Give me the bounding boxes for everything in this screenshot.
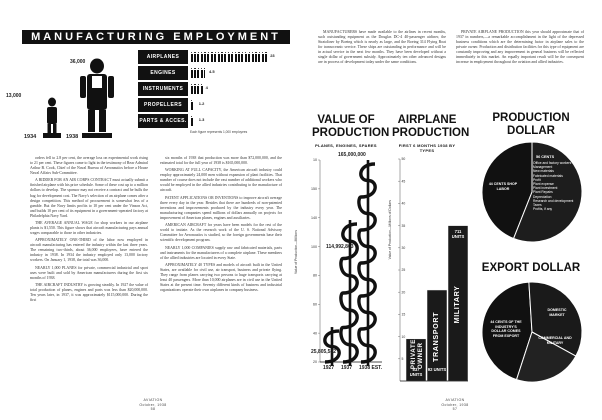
pie-slice-label: 44 CENTS SHOP LABOR [488, 182, 518, 191]
employment-row-value: 4.5 [209, 69, 215, 74]
bar-type-label: PRIVATE OWNER [410, 338, 424, 369]
value-of-production-chart [306, 150, 386, 382]
export-slice-label: DOMESTIC MARKET [547, 308, 567, 317]
airplane-chart-title: AIRPLANE PRODUCTION [392, 114, 470, 139]
paragraph: WORKING AT FULL CAPACITY, the American aircraft industry could employ approximately 24,000 men without expansion of plant facilities. That number of course does not include the vast number of additional workers who would be employed in the allied industries contributing to the manufacture of aircraft. [160, 168, 282, 193]
bar-type-label: TRANSPORT [431, 311, 440, 362]
worker-icon [200, 84, 203, 94]
employment-row [138, 114, 290, 128]
y-tick-label: 30 [401, 246, 406, 250]
pie-legend-item: Profits, if any [533, 207, 553, 212]
employment-1938-total: 36,000 [70, 59, 86, 65]
employment-row-value: 1.2 [198, 101, 205, 106]
paragraph: A BIDDER FOR AN AIR CORPS CONTRACT must actually submit a finished airplane with his price schedule. Some of these cost up to a million dollars to develop. The sponsor may not receive a contract and he bulls the bag for development cost. The Navy's selection of an airplane comes after a design competition. This method of procurement is somewhat less of a gamble. But the Navy limits profits to 10 per cent under the Vinson Act, and builds 10 per cent of its equipment in a government-operated factory at Philadelphia Navy Yard. [30, 178, 148, 218]
employment-1934-total: 13,000 [6, 93, 22, 99]
pie-legend-item: Taxes [533, 203, 542, 208]
production-dollar-title: PRODUCTION DOLLAR [492, 112, 570, 137]
y-tick-label: 80 [313, 273, 317, 278]
y-tick-label: 100 [311, 244, 317, 249]
y-tick-label: 50 [401, 157, 406, 162]
x-tick-label: 1927 [323, 365, 335, 371]
page-folio-left: AVIATION October, 1938 58 [139, 398, 167, 411]
pie-legend-item: Management [533, 165, 553, 170]
airplane-chart-subtitle: FIRST 6 MONTHS 1938 BY TYPES [398, 143, 456, 154]
bar-units-label: 92 UNITS [427, 367, 447, 372]
pie-legend-item: Research and development [533, 198, 574, 203]
bar-units-label: 711 UNITS [451, 228, 465, 239]
paragraph: PRIVATE AIRPLANE PRODUCTION this year should approximate that of 1937 in numbers,—a remarkable accomplishment in the light of the depressed business conditions which are the determining factor in airplane sales to the private owner. Production and distribution facilities for this type of equipment are constantly improving and any improvement in general business will be reflected immediately in this market. An equally important result will be the consequent increase in employment throughout the aviation and allied industries. [456, 30, 584, 65]
employment-row-label: ENGINES [138, 66, 188, 80]
y-tick-label: 40 [313, 331, 317, 336]
value-1937-label: 114,992,863 [326, 244, 354, 250]
paragraph: APPROXIMATELY ONE-THIRD of the labor now employed in aircraft manufacturing has entered the industry within the last three years. The remaining two-thirds, about 36,000 employees, have entered the industry in 1938. In 1934 the industry employed only 13,000 factory workers. On January 1, 1938, the total was 36,000. [30, 238, 148, 263]
manufacturing-employment-title: MANUFACTURING EMPLOYMENT [22, 30, 290, 44]
worker-icon [204, 68, 206, 78]
y-tick-label: 10 [401, 334, 406, 339]
employment-row-value: 1.3 [198, 117, 205, 122]
value-1927-label: 25,805,532 [311, 349, 337, 355]
right-text-column-1 [318, 30, 446, 90]
worker-figures-illustration [22, 52, 134, 142]
year-1934-label: 1934 [24, 134, 37, 140]
airplane-chart-ylabel: Value of Production—Millions of Dollars [388, 200, 392, 260]
pie-legend-item: Plant Repairs [533, 190, 553, 195]
worker-icon-bar [190, 116, 194, 126]
left-text-column-1 [30, 156, 148, 386]
bar-type-label: MILITARY [452, 285, 461, 324]
pie-legend-item: Depreciation [533, 194, 552, 199]
employment-row-label: PROPELLERS [138, 98, 188, 112]
worker-icon-bar [190, 84, 203, 94]
value-chart-title: VALUE OF PRODUCTION [312, 114, 390, 139]
bar-units-label: 837 UNITS [409, 367, 423, 377]
page-folio-right: AVIATION October, 1938 57 [441, 398, 469, 411]
year-1938-label: 1938 [66, 134, 79, 140]
y-tick-label: 35 [401, 223, 406, 228]
employment-row-label: AIRPLANES [138, 50, 188, 64]
dollar-bar [359, 160, 375, 366]
paragraph: NEARLY 1,000 PLANES for private, commercial industrial and sport uses were built and sold by American manufacturers during the first six months of 1938. [30, 265, 148, 280]
pie-legend-item: Plant investment [533, 186, 558, 191]
employment-row-label: PARTS & ACCES. [138, 114, 188, 128]
paragraph: NEARLY 1,000 COMPANIES supply raw and fabricated materials, parts and instruments for the manufacturers of a complete airplane. These members of the allied industries are located in every State. [160, 245, 282, 260]
employment-row-value: 23 [270, 53, 275, 58]
y-tick-label: 15 [401, 312, 406, 317]
pie-legend-item: Profit [533, 177, 541, 182]
pie-legend-item: New materials [533, 169, 554, 174]
y-tick-label: 150 [311, 187, 317, 192]
pie-legend-list [533, 161, 575, 211]
paragraph: MANUFACTURERS have made available to the airlines in recent months, such outstanding equipment as the Douglas DC-4 40-passenger airliner, the Stratoliner by Boeing which is nearly as large, and the Boeing 314 Flying Boat for transoceanic service. These ships are outstanding in performance and will be in actual service in the next few months. They have been developed without a single dollar of government subsidy. Approximately ten other advanced designs are in process of development today under the same conditions. [318, 30, 446, 65]
export-slice-label: COMMERCIAL AND MILITARY [538, 336, 572, 345]
employment-row [138, 98, 290, 112]
y-tick-label: 25 [401, 268, 406, 273]
value-chart-subtitle: PLANES, ENGINES, SPARES [315, 143, 377, 148]
dollar-bar [325, 327, 339, 366]
y-tick-label: 5 [401, 357, 404, 361]
paragraph: six months of 1938 that production was more than $72,000,000, and the estimated total for the full year of 1938 is $165,000,000. [160, 156, 282, 166]
pie-legend-item: Fabricated materials [533, 173, 563, 178]
worker-icon-bar [190, 68, 205, 78]
worker-icon [193, 100, 194, 110]
employment-row-value: 4 [205, 85, 208, 90]
dollar-bar [341, 220, 357, 366]
worker-icon [265, 52, 268, 62]
paragraph: PATENT APPLICATIONS OR INVENTIONS to improve aircraft average three every day in the year. Besides that there are hundreds of non-patented inventions and improvements produced by the industry every year. The manufacturing companies spend millions of dollars annually on projects for improvement of American planes, engines and auxiliaries. [160, 195, 282, 220]
y-tick-label: 45 [401, 179, 406, 184]
y-tick-label: 40 [401, 201, 406, 206]
value-chart-ylabel: Value of Production—Millions [294, 230, 298, 275]
y-tick-label: 20 [313, 360, 317, 365]
x-tick-label: 1937 [341, 365, 353, 371]
employment-row [138, 82, 290, 96]
paragraph: APPROXIMATELY 40 TYPES and models of aircraft built in the United States, are available for civil use, air transport, business and private flying. They range from planes carrying two persons to huge transports carrying at least 40 passengers. More than 10,000 airplanes are in civil use in the United States at the present time. Seventy different kinds of business and industrial organizations operate their own airplanes in company business. [160, 262, 282, 293]
paragraph: AMERICAN AIRCRAFT for years have been models for the rest of the world to imitate. As the research work of the U. S. National Advisory Committee for Aeronautics is studied, so the foreign governments base their scientific development program. [160, 223, 282, 243]
employment-row [138, 50, 290, 64]
paragraph: orders fell to 2.8 per cent, the average loss on experimental work rising to 21 per cent. These figures came to light in the testimony of Rear Admiral Arthur B. Cook, Chief of the Naval Bureau of Aeronautics before a House Naval Affairs Sub-Committee. [30, 156, 148, 176]
pie-legend-item: Office and factory workers [533, 161, 572, 165]
y-tick-label: 10 [313, 158, 317, 163]
export-dollar-title: EXPORT DOLLAR [481, 262, 581, 274]
worker-icon-bar [190, 52, 268, 62]
pie-legend-head: 56 CENTS [536, 155, 555, 159]
paragraph: THE AVERAGE ANNUAL WAGE for shop workers in our airplane plants is $1,550. This figure shows that aircraft manufacturing pays annual wages comparable to those in other industries. [30, 220, 148, 236]
employment-row-label: INSTRUMENTS [138, 82, 188, 96]
worker-icon [193, 116, 194, 126]
y-tick-label: 20 [401, 290, 406, 295]
x-tick-label: 1938 EST. [359, 365, 383, 371]
value-1938-label: 165,000,000 [338, 152, 366, 158]
paragraph: THE AIRCRAFT INDUSTRY is growing steadily. In 1927 the value of total production of planes, engines and parts was less than $20,000,000. Ten years later, in 1937, it was approximately $115,000,000. During the first [30, 283, 148, 303]
left-text-column-2 [160, 156, 282, 386]
employment-row [138, 66, 290, 80]
worker-icon-bar [190, 100, 194, 110]
y-tick-label: 140 [311, 215, 317, 220]
pie-legend-item: Plant expense [533, 182, 554, 187]
export-slice-label: 44 CENTS OF THE INDUSTRY'S DOLLAR COMES FROM EXPORT [490, 320, 522, 338]
employment-footnote: Each figure represents 1,000 employees [190, 130, 248, 134]
right-text-column-2 [456, 30, 584, 90]
y-tick-label: 60 [313, 302, 317, 307]
